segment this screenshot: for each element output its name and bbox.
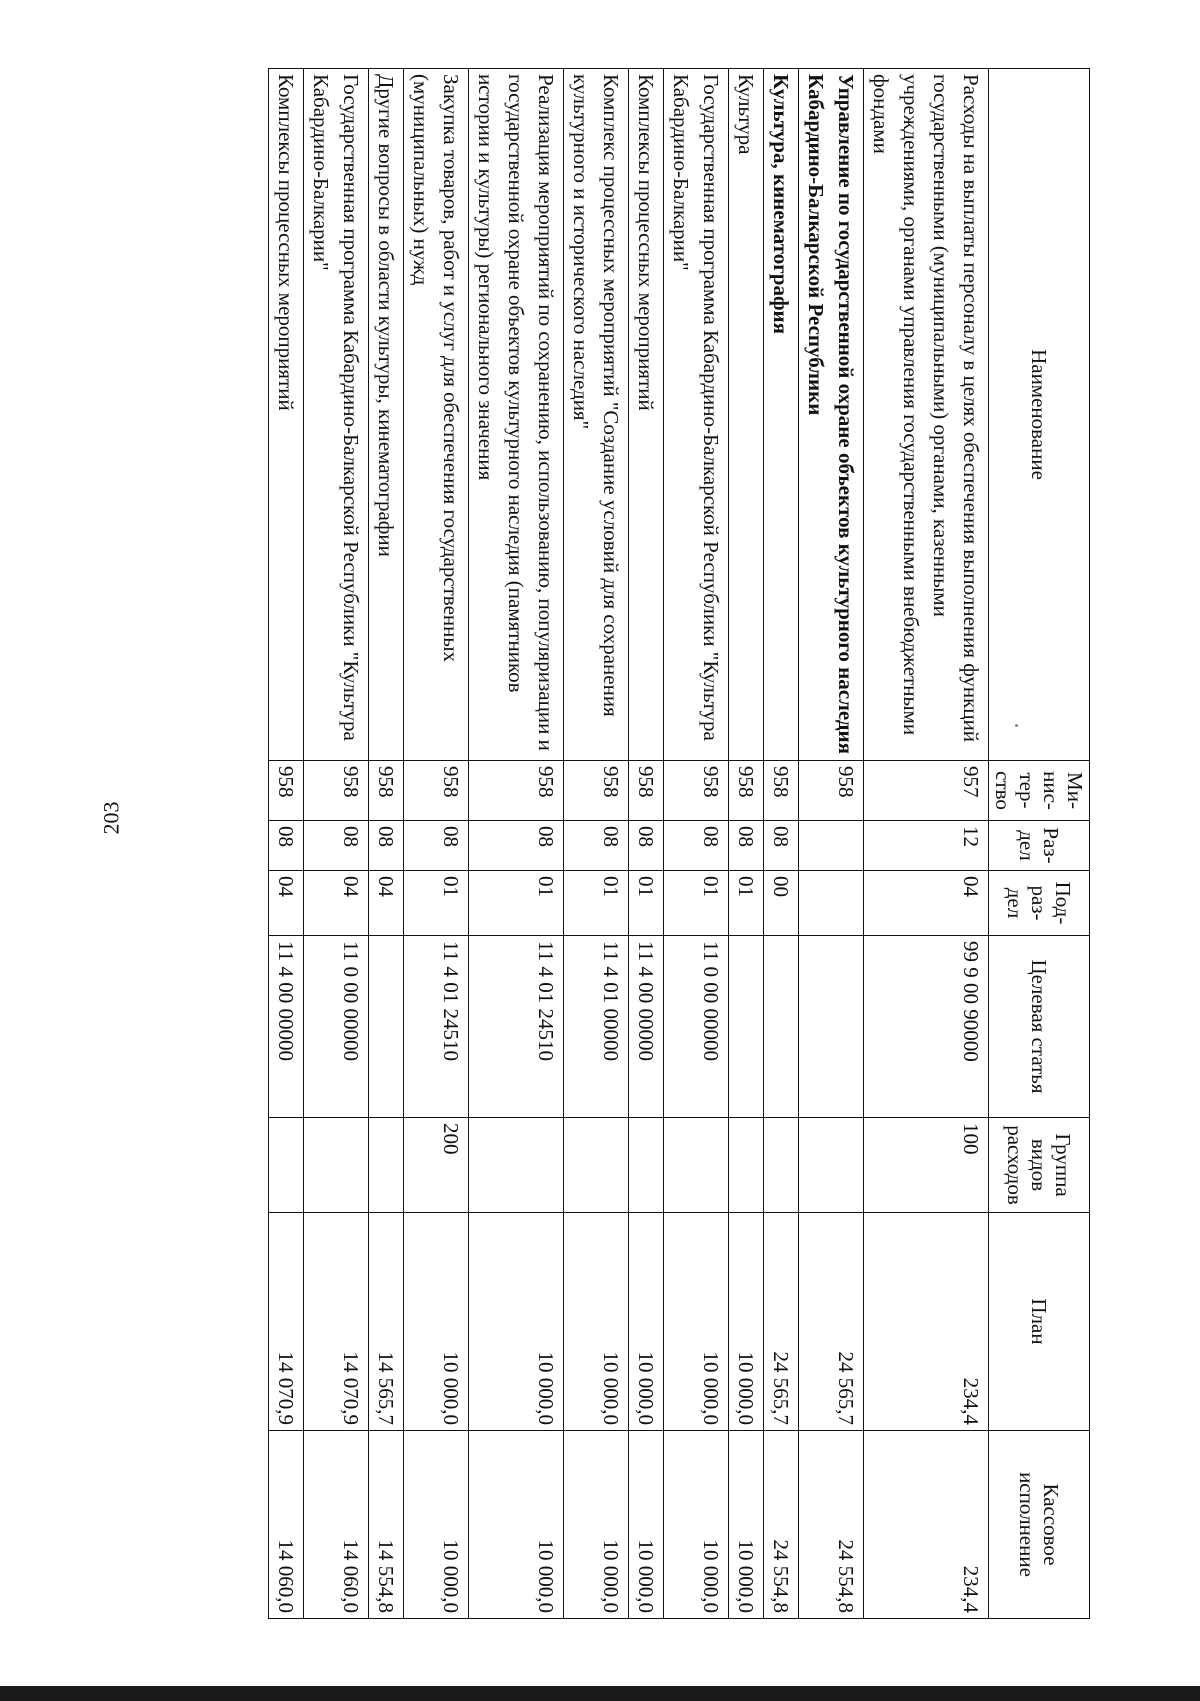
cell-section: 08 <box>369 821 404 871</box>
cell-target: 11 0 00 00000 <box>304 936 369 1118</box>
cell-ministry: 958 <box>564 761 629 821</box>
cell-expense-group <box>629 1118 664 1213</box>
cell-expense-group <box>469 1118 564 1213</box>
cell-plan: 234,4 <box>864 1213 989 1431</box>
scan-speck <box>1015 724 1018 727</box>
cell-name: Культура, кинематография <box>764 69 799 761</box>
cell-subsection: 01 <box>729 871 764 936</box>
cell-name: Управление по государственной охране объектов культурного наследия Кабардино-Балкарской Республики <box>799 69 864 761</box>
table-row <box>564 69 629 1619</box>
cell-subsection: 01 <box>664 871 729 936</box>
cell-ministry: 958 <box>269 761 304 821</box>
cell-execution: 10 000,0 <box>469 1431 564 1619</box>
table-row <box>469 69 564 1619</box>
scan-edge-bar <box>0 1686 1200 1701</box>
cell-expense-group <box>564 1118 629 1213</box>
cell-plan: 10 000,0 <box>404 1213 469 1431</box>
header-section: Раз-дел <box>989 821 1090 871</box>
page-number <box>96 788 126 848</box>
cell-plan: 10 000,0 <box>629 1213 664 1431</box>
table-row <box>304 69 369 1619</box>
table-rotated-wrapper <box>146 68 1090 1618</box>
cell-plan: 24 565,7 <box>764 1213 799 1431</box>
cell-section: 08 <box>404 821 469 871</box>
cell-section <box>799 821 864 871</box>
cell-ministry: 958 <box>369 761 404 821</box>
cell-subsection: 04 <box>269 871 304 936</box>
cell-name: Реализация мероприятий по сохранению, использованию, популяризации и государственной охране объектов культурного наследия (памятников истории и культуры) регионального значения <box>469 69 564 761</box>
cell-section: 08 <box>469 821 564 871</box>
cell-target <box>369 936 404 1118</box>
cell-target: 11 4 01 24510 <box>404 936 469 1118</box>
cell-execution: 10 000,0 <box>664 1431 729 1619</box>
cell-expense-group <box>369 1118 404 1213</box>
cell-plan: 10 000,0 <box>664 1213 729 1431</box>
cell-ministry: 958 <box>304 761 369 821</box>
cell-section: 08 <box>304 821 369 871</box>
cell-execution: 10 000,0 <box>564 1431 629 1619</box>
table-row <box>404 69 469 1619</box>
table-row <box>864 69 989 1619</box>
cell-subsection: 04 <box>304 871 369 936</box>
cell-section: 08 <box>629 821 664 871</box>
cell-section: 08 <box>729 821 764 871</box>
table-row <box>369 69 404 1619</box>
cell-plan: 10 000,0 <box>729 1213 764 1431</box>
cell-subsection: 04 <box>369 871 404 936</box>
cell-subsection: 04 <box>864 871 989 936</box>
cell-ministry: 958 <box>404 761 469 821</box>
cell-expense-group <box>304 1118 369 1213</box>
cell-target: 11 4 00 00000 <box>269 936 304 1118</box>
cell-name: Государственная программа Кабардино-Балкарской Республики "Культура Кабардино-Балкарии" <box>304 69 369 761</box>
cell-name: Комплексы процессных мероприятий <box>629 69 664 761</box>
table-header-row <box>989 69 1090 1619</box>
cell-execution: 10 000,0 <box>404 1431 469 1619</box>
cell-plan: 24 565,7 <box>799 1213 864 1431</box>
cell-expense-group: 100 <box>864 1118 989 1213</box>
cell-execution: 10 000,0 <box>729 1431 764 1619</box>
cell-section: 08 <box>664 821 729 871</box>
cell-subsection: 01 <box>629 871 664 936</box>
cell-ministry: 958 <box>799 761 864 821</box>
table-row <box>664 69 729 1619</box>
cell-execution: 234,4 <box>864 1431 989 1619</box>
table-row <box>799 69 864 1619</box>
cell-section: 08 <box>564 821 629 871</box>
cell-section: 08 <box>269 821 304 871</box>
cell-expense-group: 200 <box>404 1118 469 1213</box>
cell-subsection: 01 <box>564 871 629 936</box>
cell-name: Культура <box>729 69 764 761</box>
table-row <box>269 69 304 1619</box>
cell-target: 11 0 00 00000 <box>664 936 729 1118</box>
cell-plan: 14 070,9 <box>304 1213 369 1431</box>
cell-execution: 24 554,8 <box>764 1431 799 1619</box>
page-number-text: 203 <box>98 801 123 835</box>
header-plan: План <box>989 1213 1090 1431</box>
cell-ministry: 958 <box>729 761 764 821</box>
cell-target: 11 4 01 00000 <box>564 936 629 1118</box>
cell-execution: 14 554,8 <box>369 1431 404 1619</box>
cell-target: 11 4 00 00000 <box>629 936 664 1118</box>
cell-expense-group <box>664 1118 729 1213</box>
table-row <box>629 69 664 1619</box>
header-expense-group: Группа видов расходов <box>989 1118 1090 1213</box>
cell-target: 99 9 00 90000 <box>864 936 989 1118</box>
cell-target: 11 4 01 24510 <box>469 936 564 1118</box>
cell-ministry: 957 <box>864 761 989 821</box>
cell-ministry: 958 <box>664 761 729 821</box>
cell-section: 08 <box>764 821 799 871</box>
header-target: Целевая статья <box>989 936 1090 1118</box>
cell-execution: 14 060,0 <box>269 1431 304 1619</box>
cell-name: Комплексы процессных мероприятий <box>269 69 304 761</box>
budget-table <box>268 68 1090 1619</box>
cell-execution: 10 000,0 <box>629 1431 664 1619</box>
cell-name: Комплекс процессных мероприятий "Создание условий для сохранения культурного и исторического наследия" <box>564 69 629 761</box>
cell-expense-group <box>729 1118 764 1213</box>
cell-plan: 14 565,7 <box>369 1213 404 1431</box>
cell-expense-group <box>799 1118 864 1213</box>
cell-execution: 24 554,8 <box>799 1431 864 1619</box>
table-body <box>269 69 989 1619</box>
cell-target <box>799 936 864 1118</box>
header-subsection: Под-раз-дел <box>989 871 1090 936</box>
table-row <box>729 69 764 1619</box>
header-ministry: Ми-нис-тер-ство <box>989 761 1090 821</box>
cell-name: Закупка товаров, работ и услуг для обеспечения государственных (муниципальных) нужд <box>404 69 469 761</box>
cell-subsection: 00 <box>764 871 799 936</box>
cell-ministry: 958 <box>469 761 564 821</box>
cell-name: Другие вопросы в области культуры, кинематографии <box>369 69 404 761</box>
cell-ministry: 958 <box>629 761 664 821</box>
cell-subsection: 01 <box>404 871 469 936</box>
table-row <box>764 69 799 1619</box>
cell-subsection <box>799 871 864 936</box>
cell-expense-group <box>764 1118 799 1213</box>
header-name: Наименование <box>989 69 1090 761</box>
cell-name: Расходы на выплаты персоналу в целях обеспечения выполнения функций государственными (муниципальными) органами, казенными учреждениями, органами управления государственными внебюджетными фондами <box>864 69 989 761</box>
cell-plan: 10 000,0 <box>469 1213 564 1431</box>
cell-section: 12 <box>864 821 989 871</box>
cell-name: Государственная программа Кабардино-Балкарской Республики "Культура Кабардино-Балкарии" <box>664 69 729 761</box>
cell-plan: 10 000,0 <box>564 1213 629 1431</box>
cell-execution: 14 060,0 <box>304 1431 369 1619</box>
cell-target <box>764 936 799 1118</box>
cell-target <box>729 936 764 1118</box>
cell-expense-group <box>269 1118 304 1213</box>
cell-subsection: 01 <box>469 871 564 936</box>
cell-ministry: 958 <box>764 761 799 821</box>
cell-plan: 14 070,9 <box>269 1213 304 1431</box>
header-execution: Кассовое исполнение <box>989 1431 1090 1619</box>
